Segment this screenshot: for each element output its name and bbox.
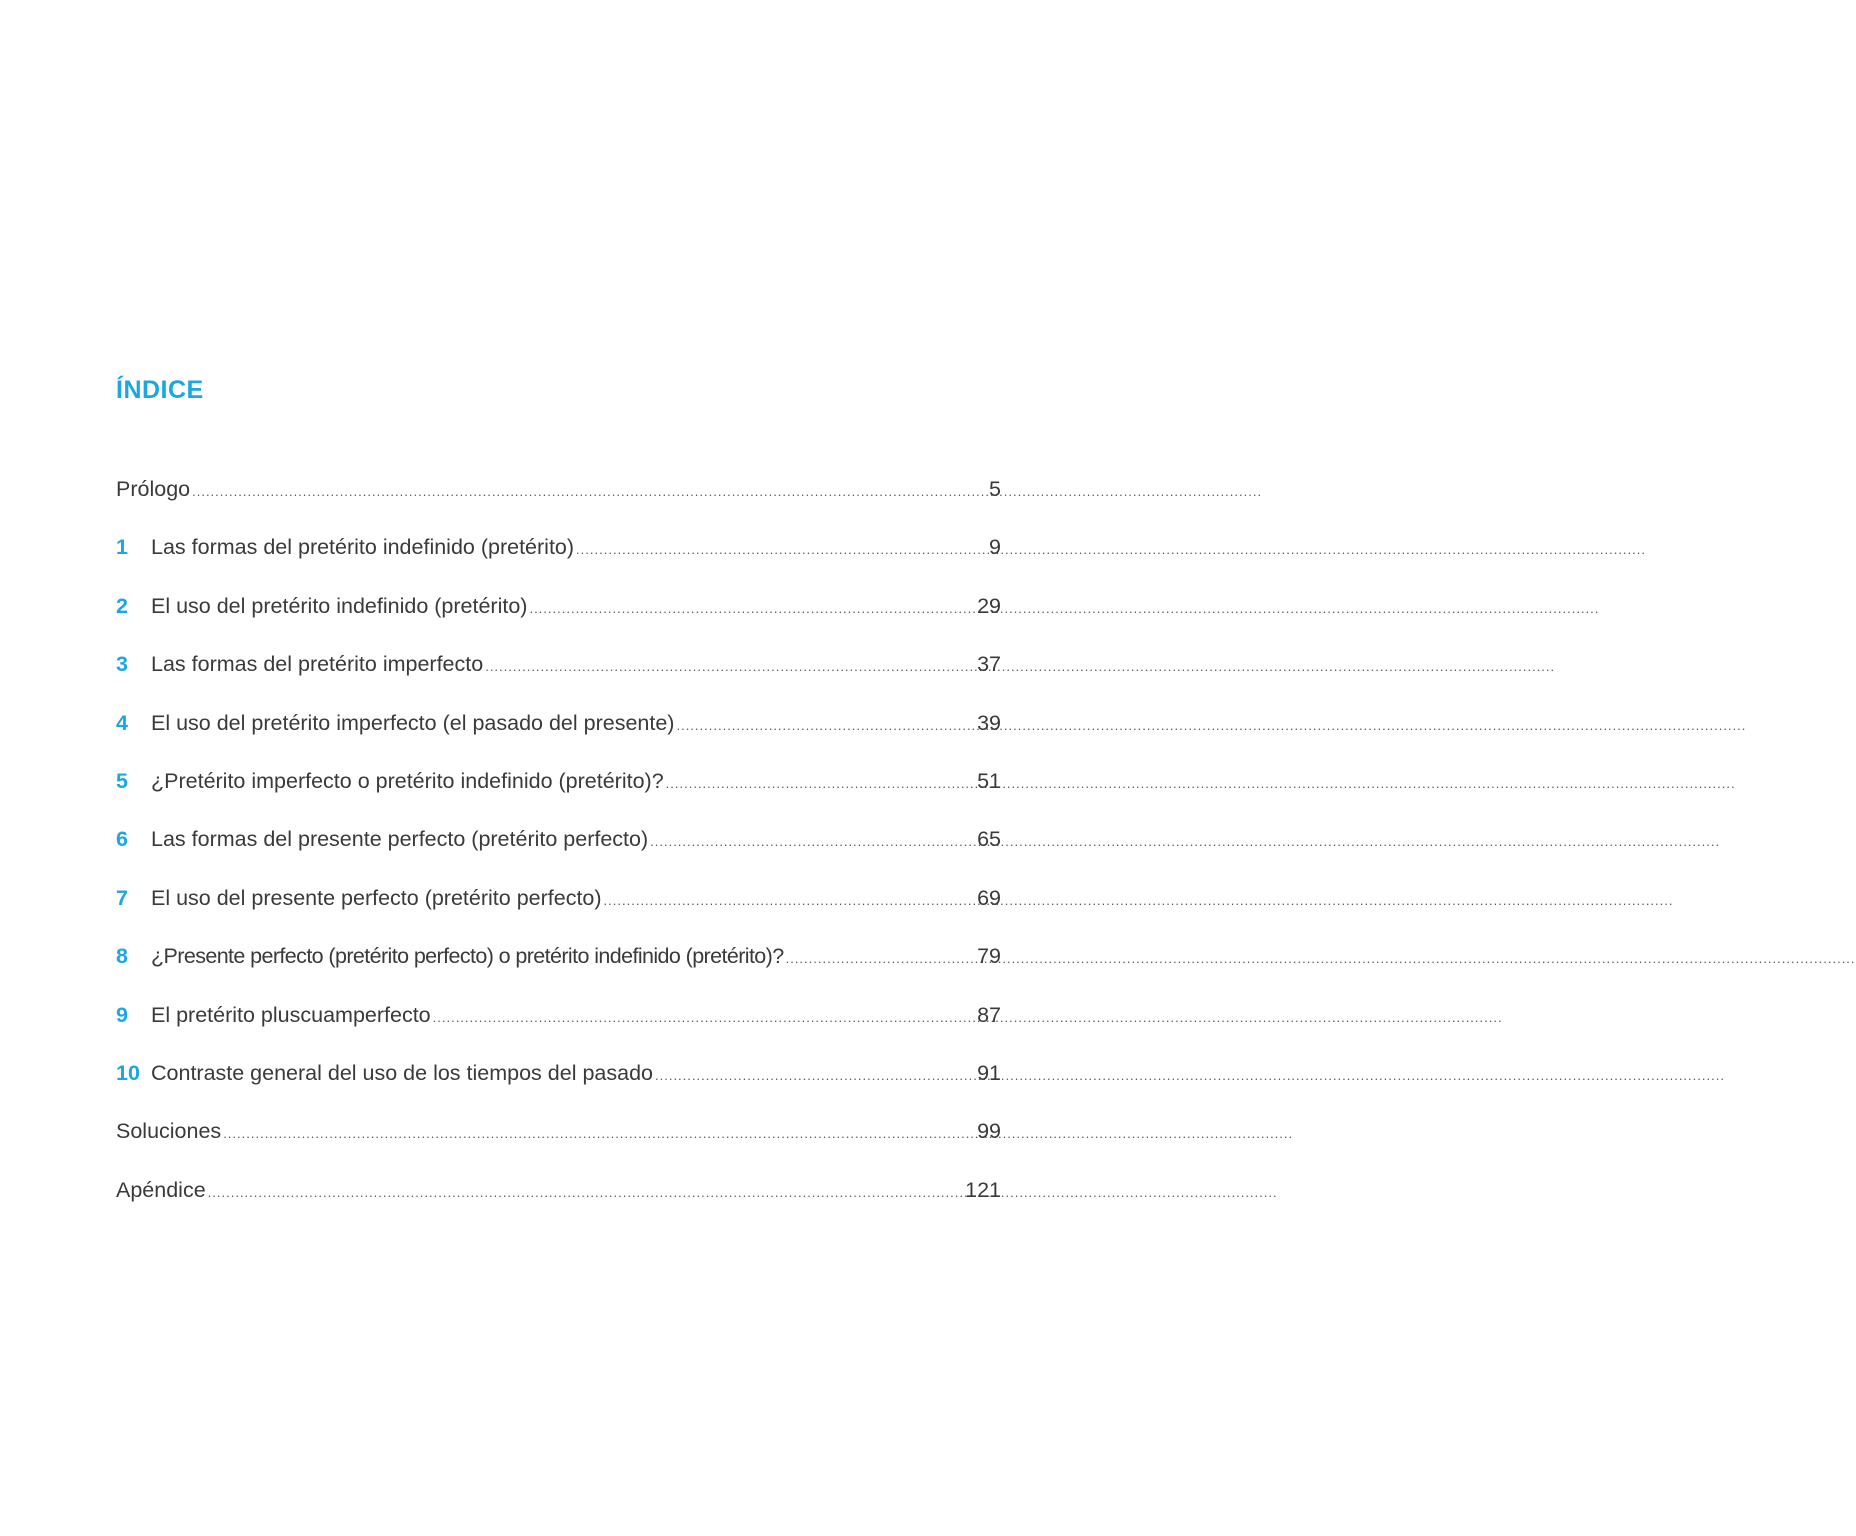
toc-leader-dots (676, 706, 975, 743)
toc-leader-dots (208, 1173, 963, 1210)
toc-entry-title: El uso del presente perfecto (pretérito perfecto) (151, 885, 602, 910)
toc-chapter-number: 5 (116, 768, 128, 793)
toc-page-number: 87 (977, 1002, 1001, 1027)
toc-entry (116, 939, 1001, 997)
toc-entry-title: El uso del pretérito indefinido (pretérito) (151, 593, 528, 618)
toc-page-number: 5 (989, 477, 1001, 501)
toc-leader-dots (650, 822, 975, 859)
toc-entry-title: Contraste general del uso de los tiempos del pasado (151, 1060, 653, 1085)
toc-page-number: 69 (977, 885, 1001, 910)
toc-page-number: 29 (977, 593, 1001, 618)
toc-entry (116, 998, 1001, 1056)
toc-entry (116, 647, 1001, 705)
toc-leader-dots (223, 1114, 975, 1151)
toc-chapter-number: 4 (116, 710, 128, 735)
toc-entry (116, 1114, 1001, 1172)
toc-chapter-number: 1 (116, 535, 128, 560)
toc-entry (116, 822, 1001, 880)
toc-page-number: 9 (989, 535, 1001, 560)
toc-entry (116, 589, 1001, 647)
toc-leader-dots (666, 764, 975, 801)
toc-leader-dots (433, 998, 975, 1035)
toc-entry (116, 881, 1001, 939)
toc-entry-title: Apéndice (116, 1177, 206, 1202)
toc-leader-dots (529, 589, 975, 626)
toc-page-number: 37 (977, 652, 1001, 677)
toc-entry (116, 472, 1001, 530)
toc-page-number: 99 (977, 1119, 1001, 1144)
toc-chapter-number: 9 (116, 1002, 128, 1027)
toc-entry (116, 1056, 1001, 1114)
toc-page-number: 65 (977, 827, 1001, 852)
toc-page-number: 121 (965, 1177, 1001, 1202)
toc-entry-title: Las formas del presente perfecto (pretérito perfecto) (151, 827, 649, 852)
toc-leader-dots (655, 1056, 975, 1093)
toc-entry-title: Las formas del pretérito indefinido (pretérito) (151, 535, 575, 560)
toc-chapter-number: 6 (116, 827, 128, 852)
toc-page-number: 79 (977, 944, 1001, 969)
toc-chapter-number: 7 (116, 885, 128, 910)
toc-entry-title: Soluciones (116, 1119, 222, 1144)
toc-chapter-number: 8 (116, 944, 128, 969)
toc-entry-title: Las formas del pretérito imperfecto (151, 652, 484, 677)
toc-entry (116, 530, 1001, 588)
toc-page-number: 91 (977, 1060, 1001, 1085)
toc-leader-dots (604, 881, 976, 918)
toc-page-number: 39 (977, 710, 1001, 735)
toc-leader-dots (786, 939, 975, 976)
toc-leader-dots (192, 472, 987, 509)
toc-entry (116, 764, 1001, 822)
toc-chapter-number: 3 (116, 652, 128, 677)
toc-entry (116, 1173, 1001, 1231)
toc-entry-title: Prólogo (116, 477, 191, 501)
toc-chapter-number: 10 (116, 1060, 140, 1085)
page-title: ÍNDICE (116, 376, 204, 404)
toc-entry (116, 706, 1001, 764)
toc-entry-title: El pretérito pluscuamperfecto (151, 1002, 431, 1027)
toc-entry-title: El uso del pretérito imperfecto (el pasado del presente) (151, 710, 675, 735)
toc-leader-dots (576, 530, 987, 567)
toc-entry-title: ¿Presente perfecto (pretérito perfecto) o pretérito indefinido (pretérito)? (151, 944, 784, 969)
toc-chapter-number: 2 (116, 593, 128, 618)
toc-leader-dots (485, 647, 975, 684)
toc-page-number: 51 (977, 768, 1001, 793)
table-of-contents (116, 472, 1001, 1231)
toc-entry-title: ¿Pretérito imperfecto o pretérito indefinido (pretérito)? (151, 768, 664, 793)
